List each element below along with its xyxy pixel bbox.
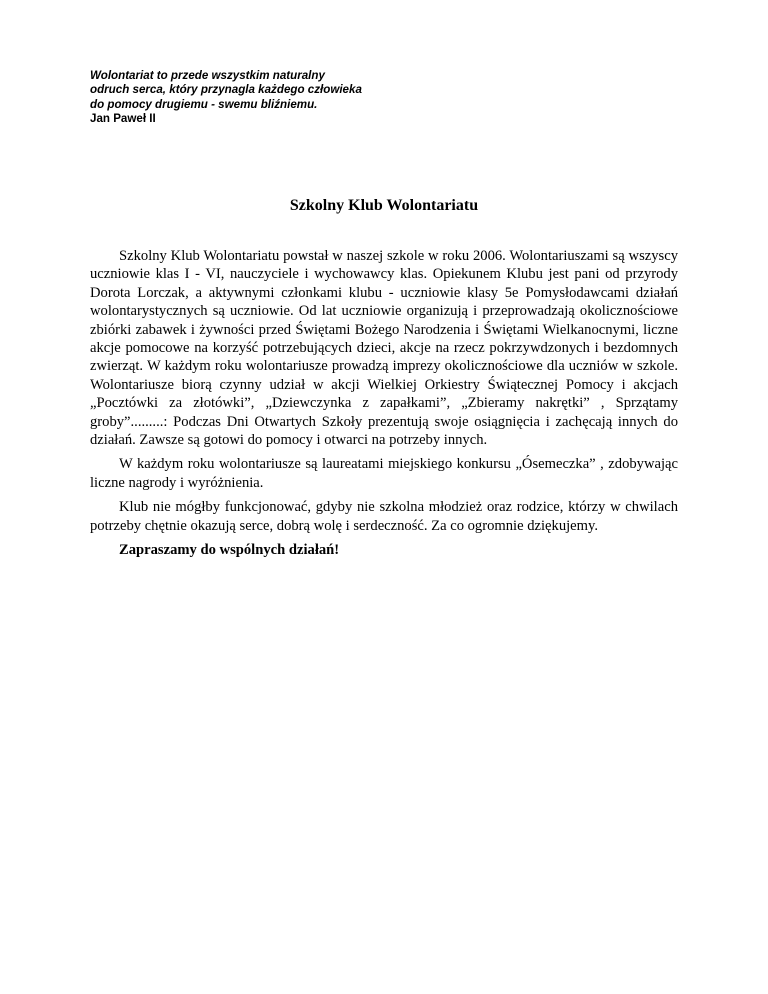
epigraph-quote: [90, 69, 490, 126]
quote-line: do pomocy drugiemu - swemu bliźniemu.: [90, 97, 318, 111]
document-body: [90, 247, 678, 566]
paragraph-awards: W każdym roku wolontariusze są laureatami miejskiego konkursu „Ósemeczka” , zdobywając liczne nagrody i wyróżnienia.: [90, 456, 678, 491]
paragraph-thanks: Klub nie mógłby funkcjonować, gdyby nie szkolna młodzież oraz rodzice, którzy w chwilach potrzeby chętnie okazują serce, dobrą wolę i serdeczność. Za co ogromnie dziękujemy.: [90, 499, 678, 534]
quote-author: Jan Paweł II: [90, 111, 156, 125]
quote-line: odruch serca, który przynagla każdego człowieka: [90, 83, 362, 97]
paragraph-intro: Szkolny Klub Wolontariatu powstał w naszej szkole w roku 2006. Wolontariuszami są wszyscy uczniowie klas I - VI, nauczyciele i wychowawcy klas. Opiekunem Klubu jest pani od przyrody Dorota Lorczak, a aktywnymi członkami klubu - uczniowie klasy 5e Pomysłodawcami działań wolontarystycznych są uczniowie. Od lat uczniowie organizują i przeprowadzają okolicznościowe zbiórki zabawek i żywności przed Świętami Bożego Narodzenia i Świętami Wielkanocnymi, liczne akcje pomocowe na korzyść potrzebujących dzieci, akcje na rzecz pokrzywdzonych i bezdomnych zwierząt. W każdym roku wolontariusze prowadzą imprezy okolicznościowe dla uczniów w szkole. Wolontariusze biorą czynny udział w akcji Wielkiej Orkiestry Świątecznej Pomocy i akcjach „Pocztówki za złotówki”, „Dziewczynka z zapałkami”, „Zbieramy nakrętki” , Sprzątamy groby”.........: Podczas Dni Otwartych Szkoły prezentują swoje osiągnięcia i zachęcają innych do działań. Zawsze są gotowi do pomocy i otwarci na potrzeby innych.: [90, 248, 678, 449]
quote-line: Wolontariat to przede wszystkim naturalny: [90, 69, 325, 82]
paragraph-invitation: Zapraszamy do wspólnych działań!: [119, 542, 340, 559]
page-title: Szkolny Klub Wolontariatu: [289, 197, 479, 214]
quote-text: [90, 69, 490, 112]
